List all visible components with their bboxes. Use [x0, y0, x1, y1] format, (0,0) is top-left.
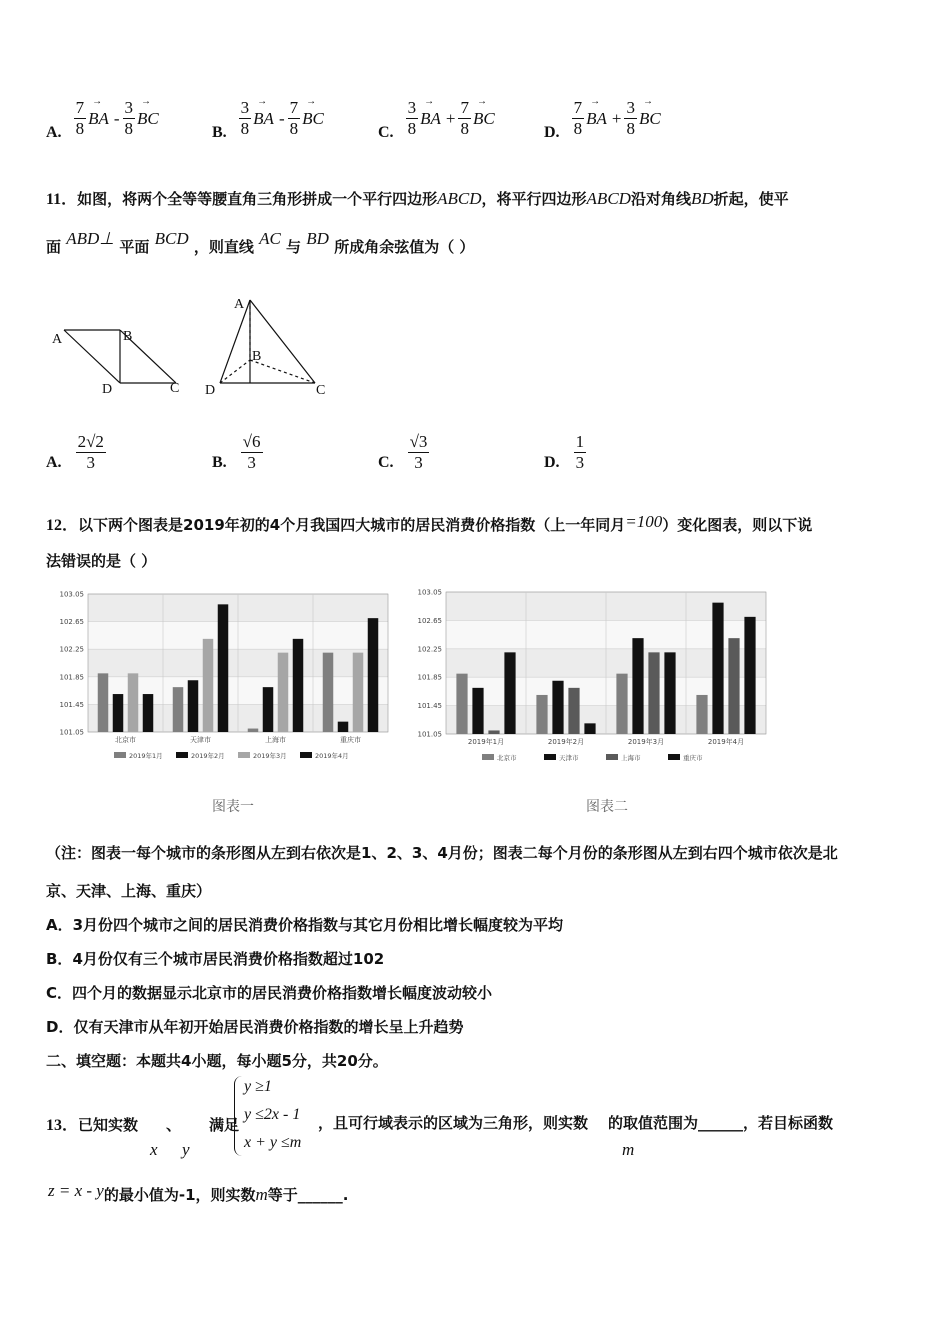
- label-D2: D: [205, 383, 216, 398]
- bar: [664, 652, 675, 734]
- q10-option[interactable]: C. $\frac{3}{8}$ → BA + $\frac{7}{8}$ → BC: [378, 98, 495, 139]
- q11-option[interactable]: C. $\frac{√3}{3}$: [378, 432, 428, 472]
- system-line-2: y ≤2x - 1: [244, 1106, 301, 1123]
- legend-swatch: [668, 754, 680, 760]
- q12-note-line1: （注：图表一每个城市的条形图从左到右依次是1、2、3、4月份；图表二每个月份的条形图从左到右四个城市依次是北: [46, 844, 838, 862]
- label-C: C: [170, 381, 180, 396]
- y-tick-label: 102.65: [417, 616, 442, 625]
- x-tick-label: 2019年2月: [547, 738, 585, 746]
- x-tick-label: 天津市: [190, 736, 211, 744]
- label-B: B: [123, 329, 133, 344]
- legend-label: 2019年2月: [191, 752, 225, 760]
- y-tick-label: 102.25: [59, 645, 84, 654]
- y-tick-label: 103.05: [59, 590, 84, 599]
- x-tick-label: 2019年3月: [627, 738, 665, 746]
- y-tick-label: 103.05: [417, 588, 442, 597]
- x-tick-label: 重庆市: [340, 736, 361, 744]
- var-y: y: [182, 1140, 190, 1159]
- y-tick-label: 101.45: [59, 700, 84, 709]
- bar: [203, 639, 214, 732]
- question-number: 11．: [46, 191, 78, 208]
- section-2-heading: 二、填空题：本题共4小题，每小题5分，共20分。: [46, 1052, 388, 1070]
- q11-line2: 面 ABD⊥ 平面 BCD ，则直线 AC 与 BD 所成角余弦值为（ ）: [46, 229, 475, 256]
- bar: [368, 618, 379, 732]
- chart-2-caption: 图表二: [586, 799, 628, 815]
- label-A: A: [52, 332, 63, 347]
- legend-label: 2019年1月: [129, 752, 163, 760]
- system-line-1: y ≥1: [244, 1078, 272, 1095]
- bar: [293, 639, 304, 732]
- y-tick-label: 102.65: [59, 618, 84, 627]
- bar: [113, 694, 124, 732]
- q11-option[interactable]: A. $\frac{2√2}{3}$: [46, 432, 104, 472]
- q11-option[interactable]: B. $\frac{√6}{3}$: [212, 432, 261, 472]
- bar: [632, 638, 643, 734]
- legend-label: 重庆市: [683, 754, 703, 762]
- bar: [128, 673, 139, 732]
- bar: [98, 673, 109, 732]
- x-tick-label: 上海市: [265, 736, 286, 744]
- q13-line1: 13．已知实数 、 满足: [46, 1116, 240, 1134]
- chart-2: [412, 586, 772, 768]
- bar: [552, 681, 563, 734]
- bar: [323, 653, 334, 732]
- figure-parallelogram: [64, 330, 176, 383]
- bar: [248, 729, 259, 732]
- bar: [648, 652, 659, 734]
- legend-swatch: [300, 752, 312, 758]
- label-B2: B: [252, 349, 262, 364]
- q10-option[interactable]: A. $\frac{7}{8}$ → BA - $\frac{3}{8}$ → BC: [46, 98, 159, 139]
- bar: [568, 688, 579, 734]
- legend-label: 上海市: [621, 754, 641, 762]
- q12-option[interactable]: D．仅有天津市从年初开始居民消费价格指数的增长呈上升趋势: [46, 1018, 464, 1036]
- q10-option[interactable]: B. $\frac{3}{8}$ → BA - $\frac{7}{8}$ → BC: [212, 98, 324, 139]
- q13-line1-rest: ，且可行域表示的区域为三角形，则实数 的取值范围为______，若目标函数: [318, 1114, 834, 1132]
- y-tick-label: 101.05: [59, 728, 84, 737]
- y-tick-label: 101.45: [417, 702, 442, 711]
- figure-tetrahedron: [220, 300, 315, 383]
- q12-option[interactable]: B．4月份仅有三个城市居民消费价格指数超过102: [46, 950, 385, 968]
- bar: [536, 695, 547, 734]
- label-D: D: [102, 382, 113, 397]
- q12-option[interactable]: A．3月份四个城市之间的居民消费价格指数与其它月份相比增长幅度较为平均: [46, 916, 564, 934]
- bar: [218, 604, 229, 732]
- y-tick-label: 102.25: [417, 645, 442, 654]
- bar: [353, 653, 364, 732]
- label-A2: A: [234, 297, 245, 312]
- legend-label: 2019年3月: [253, 752, 287, 760]
- y-tick-label: 101.85: [59, 673, 84, 682]
- legend-swatch: [606, 754, 618, 760]
- q12-option[interactable]: C．四个月的数据显示北京市的居民消费价格指数增长幅度波动较小: [46, 984, 493, 1002]
- bar: [488, 730, 499, 734]
- x-tick-label: 2019年4月: [707, 738, 745, 746]
- x-tick-label: 北京市: [115, 736, 136, 744]
- y-tick-label: 101.05: [417, 730, 442, 739]
- q12-line1: 12．以下两个图表是2019年初的4个月我国四大城市的居民消费价格指数（上一年同月=100）变化图表，则以下说: [46, 512, 813, 534]
- bar: [584, 723, 595, 734]
- legend-label: 天津市: [559, 754, 579, 762]
- bar: [728, 638, 739, 734]
- legend-label: 北京市: [497, 754, 517, 762]
- bar: [263, 687, 274, 732]
- chart-1-caption: 图表一: [212, 799, 254, 815]
- q11-line1: 11．如图，将两个全等等腰直角三角形拼成一个平行四边形ABCD，将平行四边形ABCD沿对角线BD折起，使平: [46, 189, 789, 208]
- bar: [616, 674, 627, 734]
- legend-swatch: [176, 752, 188, 758]
- y-tick-label: 101.85: [417, 673, 442, 682]
- x-tick-label: 2019年1月: [467, 738, 505, 746]
- q10-option[interactable]: D. $\frac{7}{8}$ → BA + $\frac{3}{8}$ → BC: [544, 98, 661, 139]
- legend-swatch: [482, 754, 494, 760]
- legend-label: 2019年4月: [315, 752, 349, 760]
- bar: [188, 680, 199, 732]
- q11-figures: [40, 290, 360, 400]
- bar: [278, 653, 289, 732]
- bar: [504, 652, 515, 734]
- bar: [744, 617, 755, 734]
- label-C2: C: [316, 383, 326, 398]
- q12-line2: 法错误的是（ ）: [46, 552, 157, 570]
- q13-line2: z = x - y的最小值为-1，则实数m等于______.: [48, 1181, 349, 1204]
- legend-swatch: [114, 752, 126, 758]
- legend-swatch: [544, 754, 556, 760]
- q11-option[interactable]: D. $\frac{1}{3}$: [544, 432, 585, 472]
- bar: [456, 674, 467, 734]
- bar: [173, 687, 184, 732]
- bar: [472, 688, 483, 734]
- legend-swatch: [238, 752, 250, 758]
- bar: [696, 695, 707, 734]
- var-m: m: [622, 1140, 635, 1159]
- q12-note-line2: 京、天津、上海、重庆）: [46, 882, 212, 900]
- bar: [338, 722, 349, 732]
- chart-1: [52, 588, 397, 768]
- bar: [143, 694, 154, 732]
- var-x: x: [150, 1140, 158, 1159]
- system-line-3: x + y ≤m: [244, 1134, 302, 1151]
- bar: [712, 603, 723, 734]
